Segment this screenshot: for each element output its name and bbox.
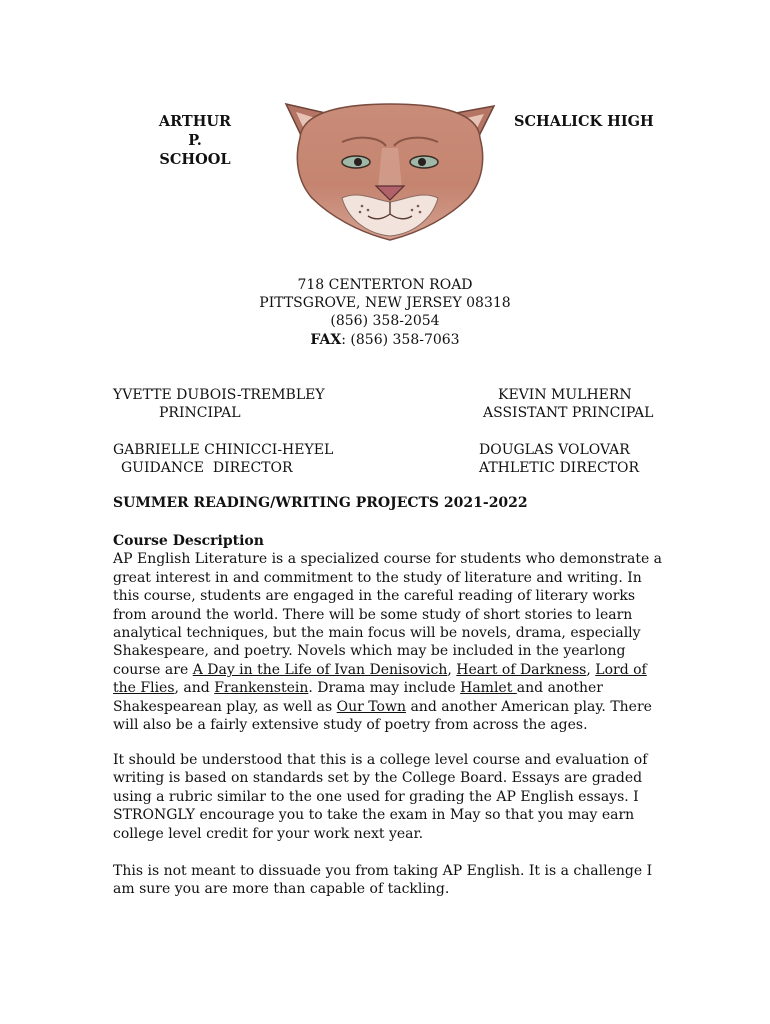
title-our-town: Our Town: [336, 698, 406, 715]
title-frankenstein: Frankenstein: [214, 680, 309, 697]
paragraph-text: . Drama may include: [308, 680, 461, 697]
fax-number: : (856) 358-7063: [341, 332, 460, 348]
title-heart-of-darkness: Heart of Darkness: [456, 661, 587, 678]
athletic-title: ATHLETIC DIRECTOR: [479, 460, 640, 476]
cougar-head-logo: [282, 98, 498, 244]
guidance-name: GABRIELLE CHINICCI-HEYEL: [113, 442, 334, 458]
address-phone: (856) 358-2054: [330, 313, 440, 329]
school-name-right: SCHALICK HIGH: [514, 113, 654, 130]
athletic-name: DOUGLAS VOLOVAR: [479, 442, 630, 458]
left-pupil: [354, 158, 362, 166]
course-paragraph-2: It should be understood that this is a college level course and evaluation of writing is based on standards set by the College Board. Essays are graded using a rubric similar to the one used for grading the AP English essays. I STRONGLY encourage you to take the exam in May so that you may earn college level credit for your work next year.: [113, 752, 648, 842]
address-street: 718 CENTERTON ROAD: [297, 277, 473, 293]
address-fax: [0, 331, 770, 350]
title-hamlet: Hamlet: [460, 680, 517, 697]
assistant-principal-title: ASSISTANT PRINCIPAL: [483, 405, 654, 421]
guidance-title: GUIDANCE DIRECTOR: [121, 460, 293, 476]
title-lord-of-the-flies: Lord of the Flies: [113, 661, 647, 697]
project-title: SUMMER READING/WRITING PROJECTS 2021-2022: [113, 495, 528, 511]
school-name-line2: SCHOOL: [159, 151, 231, 168]
title-a-day: A Day in the Life of Ivan Denisovich: [192, 661, 448, 678]
nose-bridge: [378, 148, 402, 188]
school-name-left: [152, 112, 238, 169]
school-name-line1: ARTHUR P.: [158, 113, 232, 149]
paragraph-text: and another American play. There will also be a fairly extensive study of poetry from across the ages.: [113, 698, 652, 734]
right-pupil: [418, 158, 426, 166]
course-heading: Course Description: [113, 533, 264, 549]
separator: , and: [174, 680, 215, 697]
paragraph-text: and another Shakespearean play, as well as: [113, 680, 603, 715]
address-city: PITTSGROVE, NEW JERSEY 08318: [259, 295, 511, 311]
assistant-principal-name: KEVIN MULHERN: [498, 387, 632, 403]
paragraph-text: AP English Literature is a specialized course for students who demonstrate a great interest in and commitment to the study of literature and writing. In this course, students are engaged in the careful reading of literary works from around the world. There will be some study of short stories to learn analytical techniques, but the main focus will be novels, drama, especially Shakespeare, and poetry. Novels which may be included in the yearlong course are: [113, 551, 663, 678]
fax-label: FAX: [310, 332, 342, 348]
principal-name: YVETTE DUBOIS-TREMBLEY: [113, 387, 325, 403]
course-section: [113, 532, 663, 734]
separator: ,: [447, 661, 457, 678]
course-paragraph-3: This is not meant to dissuade you from taking AP English. It is a challenge I am sure you are more than capable of tackling.: [113, 863, 653, 898]
separator: ,: [586, 661, 596, 678]
principal-title: PRINCIPAL: [159, 405, 241, 421]
course-paragraph-1: [113, 550, 663, 734]
